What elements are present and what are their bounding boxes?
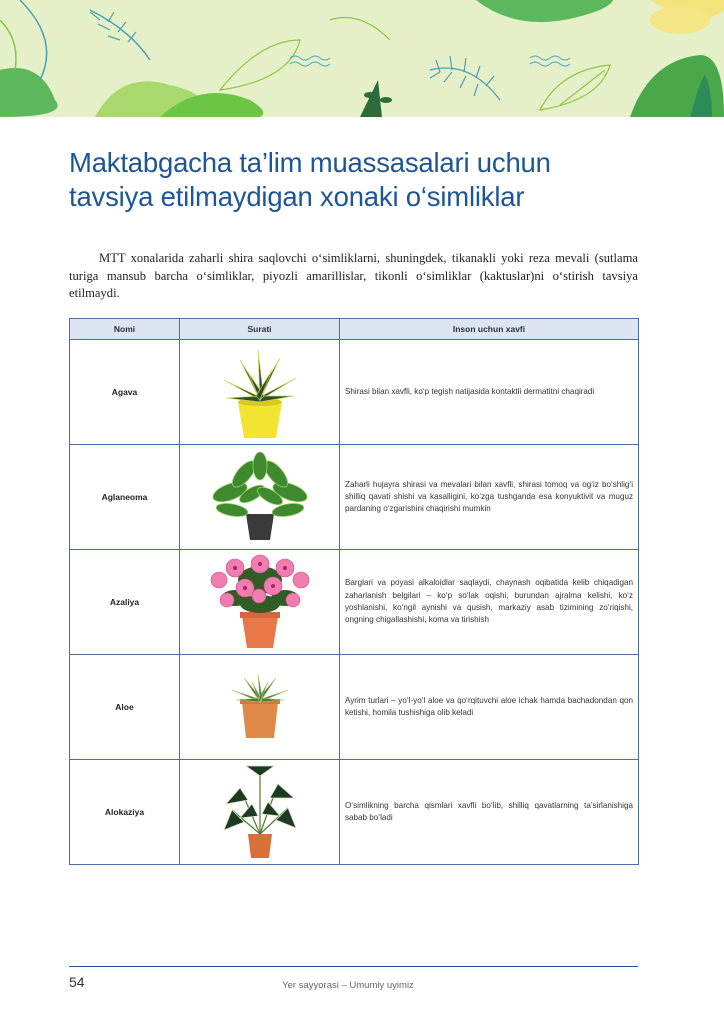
plant-name: Agava [70,340,180,445]
aglaonema-plant-icon [210,452,310,542]
table-row [70,655,639,760]
plant-danger-text: Zaharli hujayra shirasi va mevalari bilan xavfli, shirasi tomoq va og‘iz bo‘shlig‘i shilliq qavati shishi va kasalligini, ko‘zga tushganda esa konyuktivit va muguz pardaning o‘zgarishini chaqirishi mumkin [340,445,639,550]
plant-name: Aglaneoma [70,445,180,550]
plant-danger-text: Ayrim turlari – yo‘l-yo‘l aloe va qo‘rqituvchi aloe ichak hamda bachadondan qon ketishi, homila tushishiga olib keladi [340,655,639,760]
agave-plant-icon [220,344,300,440]
column-header-photo: Surati [180,319,340,340]
column-header-name: Nomi [70,319,180,340]
plants-table [69,318,639,865]
plant-photo [180,445,340,550]
table-row [70,340,639,445]
table-row [70,550,639,655]
footer-divider [69,966,638,967]
page-title-line-1: Maktabgacha ta’lim muassasalari uchun [69,147,551,178]
intro-paragraph: MTT xonalarida zaharli shira saqlovchi o‘simliklarni, shuningdek, tikanakli yoki reza mevali (sutlama turiga mansub barcha o‘simliklar, piyozli amarillislar, tikonli o‘simliklar (kaktuslar)ni o‘stirish tavsiya etilmaydi. [69,251,638,300]
plant-photo [180,340,340,445]
plant-photo [180,760,340,865]
leaf-pattern-icon [0,0,724,117]
plant-name: Aloe [70,655,180,760]
page-title-line-2: tavsiya etilmaydigan xonaki o‘simliklar [69,181,525,212]
table-row [70,760,639,865]
plant-photo [180,550,340,655]
plant-danger-text: O‘simlikning barcha qismlari xavfli bo‘lib, shilliq qavatlarning ta’sirlanishiga sabab bo‘ladi [340,760,639,865]
azalea-plant-icon [205,554,315,650]
aloe-plant-icon [230,672,290,742]
plant-danger-text: Barglari va poyasi alkaloidlar saqlaydi, chaynash oqibatida kelib chiqadigan zaharlanish belgilari – ko‘p so‘lak oqishi, burundan ajralma kelishi, ko‘z yoshlanishi, ko‘ngil aynishi va qusish, markaziy asab tizimining zo‘riqishi, ongning chigallashishi, koma va tirishish [340,550,639,655]
plant-name: Azaliya [70,550,180,655]
table-row [70,445,639,550]
table-header-row [70,319,639,340]
alocasia-plant-icon [222,764,298,860]
page-number: 54 [69,974,85,990]
page-title [69,146,669,214]
footer-title: Yer sayyorasi – Umumiy uyimiz [282,980,414,991]
plant-danger-text: Shirasi bilan xavfli, ko‘p tegish natijasida kontaktli dermatitni chaqiradi [340,340,639,445]
decorative-leaf-banner [0,0,724,117]
plant-name: Alokaziya [70,760,180,865]
column-header-danger: Inson uchun xavfi [340,319,639,340]
plant-photo [180,655,340,760]
